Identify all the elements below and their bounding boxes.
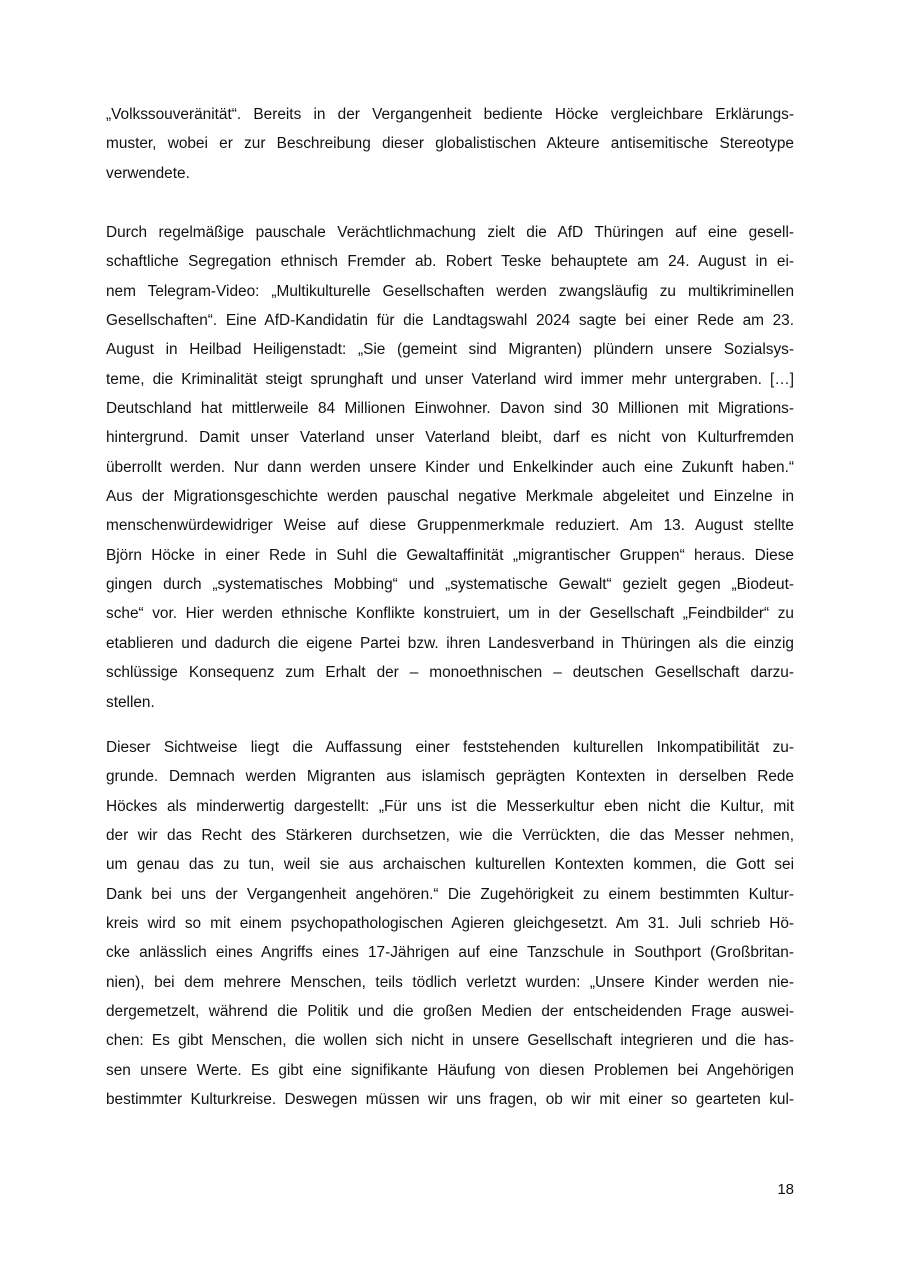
text-line: sche“ vor. Hier werden ethnische Konflikte konstruiert, um in der Gesellschaft „Feindbilder“ zu [106,605,794,623]
paragraph-1 [106,100,794,188]
text-line: etablieren und dadurch die eigene Partei bzw. ihren Landesverband in Thüringen als die einzig [106,634,794,652]
text-line: Björn Höcke in einer Rede in Suhl die Gewaltaffinität „migrantischer Gruppen“ heraus. Diese [106,546,794,564]
text-line: schaftliche Segregation ethnisch Fremder ab. Robert Teske behauptete am 24. August in ei- [106,253,794,271]
text-line: nem Telegram-Video: „Multikulturelle Gesellschaften werden zwangsläufig zu multikriminellen [106,282,794,300]
text-line: Höckes als minderwertig dargestellt: „Für uns ist die Messerkultur eben nicht die Kultur, mit [106,797,794,815]
text-line: August in Heilbad Heiligenstadt: „Sie (gemeint sind Migranten) plündern unsere Sozialsys- [106,341,794,359]
text-line: kreis wird so mit einem psychopathologischen Agieren gleichgesetzt. Am 31. Juli schrieb Hö- [106,915,794,933]
text-line: Deutschland hat mittlerweile 84 Millionen Einwohner. Davon sind 30 Millionen mit Migrations- [106,400,794,418]
text-line: Dieser Sichtweise liegt die Auffassung einer feststehenden kulturellen Inkompatibilität zu- [106,739,794,756]
page-number: 18 [777,1181,794,1198]
text-line: schlüssige Konsequenz zum Erhalt der – monoethnischen – deutschen Gesellschaft darzu- [106,664,794,682]
text-line: menschenwürdewidriger Weise auf diese Gruppenmerkmale reduziert. Am 13. August stellte [106,517,794,535]
text-line: Dank bei uns der Vergangenheit angehören.“ Die Zugehörigkeit zu einem bestimmten Kultur- [106,885,794,903]
text-line: hintergrund. Damit unser Vaterland unser Vaterland bleibt, darf es nicht von Kulturfremden [106,429,794,447]
paragraph-3 [106,733,794,1114]
text-line: dergemetzelt, während die Politik und die großen Medien der entscheidenden Frage auswei- [106,1003,794,1021]
text-line: um genau das zu tun, weil sie aus archaischen kulturellen Kontexten kommen, die Gott sei [106,856,794,874]
text-line: Durch regelmäßige pauschale Verächtlichmachung zielt die AfD Thüringen auf eine gesell- [106,224,794,241]
text-line: chen: Es gibt Menschen, die wollen sich nicht in unsere Gesellschaft integrieren und die has- [106,1032,794,1050]
text-line: der wir das Recht des Stärkeren durchsetzen, wie die Verrückten, die das Messer nehmen, [106,827,794,845]
text-line: verwendete. [106,164,190,182]
text-line: gingen durch „systematisches Mobbing“ und „systematische Gewalt“ gezielt gegen „Biodeut- [106,576,794,594]
text-line: teme, die Kriminalität steigt sprunghaft und unser Vaterland wird immer mehr untergraben. […] [106,370,794,388]
text-line: muster, wobei er zur Beschreibung dieser globalistischen Akteure antisemitische Stereotype [106,135,794,153]
text-line: überrollt werden. Nur dann werden unsere Kinder und Enkelkinder auch eine Zukunft haben.“ [106,458,794,476]
text-line: grunde. Demnach werden Migranten aus islamisch geprägten Kontexten in derselben Rede [106,768,794,786]
text-line: nien), bei dem mehrere Menschen, teils tödlich verletzt wurden: „Unsere Kinder werden nie- [106,973,794,991]
paragraph-2 [106,218,794,717]
text-line: cke anlässlich eines Angriffs eines 17-Jährigen auf eine Tanzschule in Southport (Großbritan- [106,944,794,962]
text-line: „Volkssouveränität“. Bereits in der Vergangenheit bediente Höcke vergleichbare Erklärungs- [106,106,794,123]
text-line: Gesellschaften“. Eine AfD-Kandidatin für die Landtagswahl 2024 sagte bei einer Rede am 23. [106,312,794,330]
text-line: stellen. [106,693,155,711]
text-line: bestimmter Kulturkreise. Deswegen müssen wir uns fragen, ob wir mit einer so gearteten kul- [106,1091,794,1109]
text-line: sen unsere Werte. Es gibt eine signifikante Häufung von diesen Problemen bei Angehörigen [106,1061,794,1079]
text-line: Aus der Migrationsgeschichte werden pauschal negative Merkmale abgeleitet und Einzelne in [106,488,794,506]
